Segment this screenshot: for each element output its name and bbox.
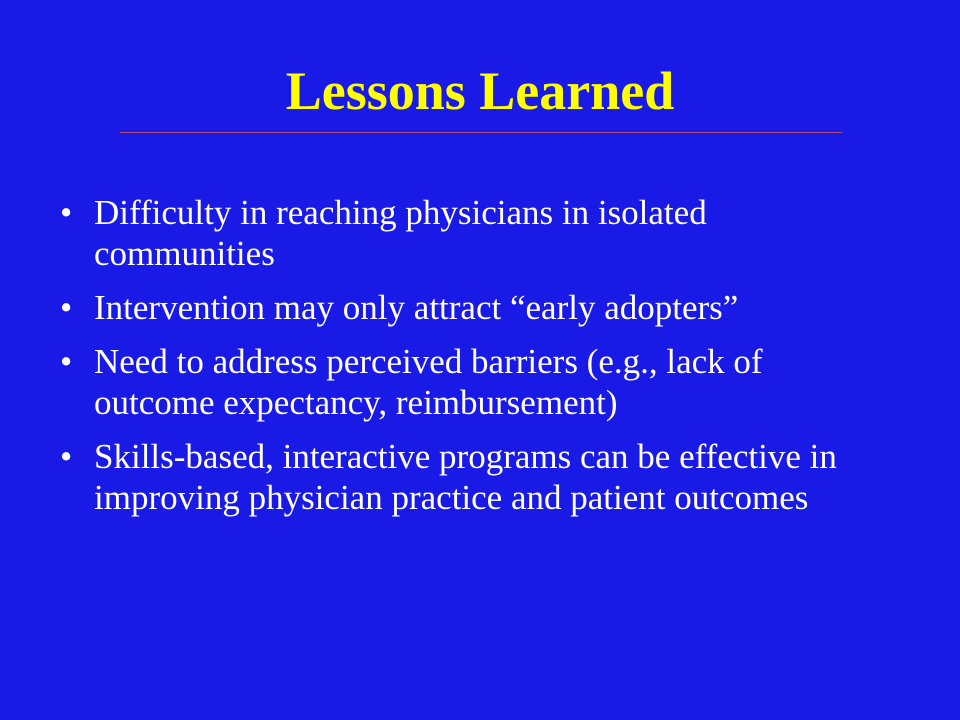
bullet-text: Skills-based, interactive programs can be effective in improving physician practice and patient outcomes <box>94 437 837 517</box>
bullet-text: Difficulty in reaching physicians in isolated communities <box>94 193 707 273</box>
bullet-item <box>60 436 890 518</box>
bullet-item <box>60 287 890 328</box>
bullet-item <box>60 341 890 423</box>
bullet-item <box>60 192 890 274</box>
bullet-list <box>60 192 890 531</box>
bullet-text: Need to address perceived barriers (e.g., lack of outcome expectancy, reimbursement) <box>94 342 763 422</box>
title-divider <box>120 132 842 133</box>
bullet-text: Intervention may only attract “early adopters” <box>94 288 739 327</box>
bullet-marker: • <box>60 193 73 232</box>
slide-title: Lessons Learned <box>285 61 675 121</box>
bullet-marker: • <box>60 437 73 476</box>
bullet-marker: • <box>60 288 73 327</box>
bullet-marker: • <box>60 342 73 381</box>
